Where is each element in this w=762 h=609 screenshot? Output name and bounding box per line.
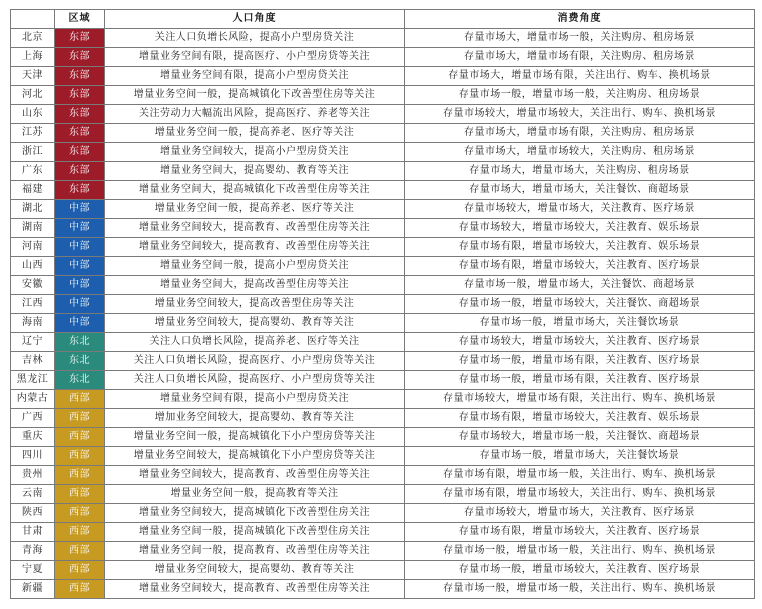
consumption-cell: 存量市场有限，增量市场一般，关注出行、购车、换机场景 xyxy=(405,466,755,485)
header-consumption: 消费角度 xyxy=(405,10,755,29)
region-cell: 西部 xyxy=(55,561,105,580)
table-row xyxy=(11,580,755,599)
consumption-cell: 存量市场较大，增量市场大，关注教育、医疗场景 xyxy=(405,200,755,219)
region-cell: 西部 xyxy=(55,428,105,447)
table-row xyxy=(11,29,755,48)
province-cell: 四川 xyxy=(11,447,55,466)
region-cell: 西部 xyxy=(55,409,105,428)
consumption-cell: 存量市场一般，增量市场大，关注餐饮场景 xyxy=(405,314,755,333)
region-cell: 东部 xyxy=(55,181,105,200)
region-cell: 东北 xyxy=(55,352,105,371)
region-cell: 东部 xyxy=(55,86,105,105)
consumption-cell: 存量市场有限，增量市场较大，关注教育、医疗场景 xyxy=(405,257,755,276)
population-cell: 增量业务空间一般，提高城镇化下改善型住房等关注 xyxy=(105,86,405,105)
population-cell: 关注劳动力大幅流出风险，提高医疗、养老等关注 xyxy=(105,105,405,124)
province-cell: 河南 xyxy=(11,238,55,257)
province-cell: 宁夏 xyxy=(11,561,55,580)
province-cell: 吉林 xyxy=(11,352,55,371)
population-cell: 增量业务空间较大，提高城镇化下改善型住房关注 xyxy=(105,504,405,523)
table-row xyxy=(11,409,755,428)
population-cell: 增量业务空间一般，提高养老、医疗等关注 xyxy=(105,200,405,219)
region-cell: 中部 xyxy=(55,219,105,238)
table-row xyxy=(11,466,755,485)
province-cell: 广西 xyxy=(11,409,55,428)
province-cell: 海南 xyxy=(11,314,55,333)
table-row xyxy=(11,333,755,352)
population-cell: 增量业务空间有限，提高小户型房贷关注 xyxy=(105,67,405,86)
region-cell: 西部 xyxy=(55,523,105,542)
consumption-cell: 存量市场有限，增量市场较大，关注教育、娱乐场景 xyxy=(405,409,755,428)
table-row xyxy=(11,504,755,523)
table-body xyxy=(11,29,755,599)
population-cell: 关注人口负增长风险，提高医疗、小户型房贷等关注 xyxy=(105,371,405,390)
region-cell: 中部 xyxy=(55,200,105,219)
province-cell: 安徽 xyxy=(11,276,55,295)
consumption-cell: 存量市场一般，增量市场较大，关注教育、医疗场景 xyxy=(405,561,755,580)
consumption-cell: 存量市场较大，增量市场较大，关注教育、医疗场景 xyxy=(405,333,755,352)
region-cell: 东部 xyxy=(55,124,105,143)
province-cell: 福建 xyxy=(11,181,55,200)
population-cell: 增量业务空间一般，提高小户型房贷关注 xyxy=(105,257,405,276)
table-row xyxy=(11,314,755,333)
population-cell: 增量业务空间较大，提高教育、改善型住房等关注 xyxy=(105,466,405,485)
population-cell: 增量业务空间有限，提高小户型房贷关注 xyxy=(105,390,405,409)
population-cell: 增量业务空间较大，提高教育、改善型住房等关注 xyxy=(105,580,405,599)
consumption-cell: 存量市场大，增量市场较大，关注购房、租房场景 xyxy=(405,143,755,162)
population-cell: 增量业务空间一般，提高养老、医疗等关注 xyxy=(105,124,405,143)
population-cell: 增量业务空间一般，提高城镇化下小户型房贷等关注 xyxy=(105,428,405,447)
province-strategy-table xyxy=(10,9,755,599)
province-cell: 山东 xyxy=(11,105,55,124)
consumption-cell: 存量市场一般，增量市场大，关注餐饮、商超场景 xyxy=(405,276,755,295)
region-cell: 东部 xyxy=(55,29,105,48)
population-cell: 增量业务空间较大，提高城镇化下小户型房贷等关注 xyxy=(105,447,405,466)
region-cell: 西部 xyxy=(55,542,105,561)
province-cell: 广东 xyxy=(11,162,55,181)
table-row xyxy=(11,48,755,67)
consumption-cell: 存量市场大，增量市场有限，关注购房、租房场景 xyxy=(405,48,755,67)
table-row xyxy=(11,238,755,257)
province-cell: 黑龙江 xyxy=(11,371,55,390)
province-cell: 内蒙古 xyxy=(11,390,55,409)
consumption-cell: 存量市场较大，增量市场较大，关注出行、购车、换机场景 xyxy=(405,105,755,124)
table-row xyxy=(11,67,755,86)
table-row xyxy=(11,86,755,105)
consumption-cell: 存量市场大，增量市场有限，关注出行、购车、换机场景 xyxy=(405,67,755,86)
table-row xyxy=(11,295,755,314)
population-cell: 增量业务空间较大，提高改善型住房等关注 xyxy=(105,295,405,314)
table-row xyxy=(11,162,755,181)
province-cell: 河北 xyxy=(11,86,55,105)
consumption-cell: 存量市场较大，增量市场一般，关注餐饮、商超场景 xyxy=(405,428,755,447)
population-cell: 关注人口负增长风险，提高养老、医疗等关注 xyxy=(105,333,405,352)
consumption-cell: 存量市场大，增量市场大，关注餐饮、商超场景 xyxy=(405,181,755,200)
consumption-cell: 存量市场大，增量市场一般，关注购房、租房场景 xyxy=(405,29,755,48)
table-row xyxy=(11,371,755,390)
region-cell: 中部 xyxy=(55,314,105,333)
table-row xyxy=(11,143,755,162)
province-cell: 江苏 xyxy=(11,124,55,143)
region-cell: 中部 xyxy=(55,238,105,257)
table-row xyxy=(11,105,755,124)
province-cell: 江西 xyxy=(11,295,55,314)
table-row xyxy=(11,276,755,295)
region-cell: 西部 xyxy=(55,390,105,409)
table-row xyxy=(11,428,755,447)
header-province xyxy=(11,10,55,29)
region-cell: 中部 xyxy=(55,276,105,295)
population-cell: 增量业务空间较大，提高教育、改善型住房等关注 xyxy=(105,238,405,257)
region-cell: 东北 xyxy=(55,371,105,390)
consumption-cell: 存量市场一般，增量市场大，关注餐饮场景 xyxy=(405,447,755,466)
table-row xyxy=(11,447,755,466)
consumption-cell: 存量市场大，增量市场有限，关注购房、租房场景 xyxy=(405,124,755,143)
province-cell: 上海 xyxy=(11,48,55,67)
consumption-cell: 存量市场有限，增量市场较大，关注教育、医疗场景 xyxy=(405,523,755,542)
province-cell: 湖南 xyxy=(11,219,55,238)
consumption-cell: 存量市场一般，增量市场有限，关注教育、医疗场景 xyxy=(405,352,755,371)
table-row xyxy=(11,219,755,238)
population-cell: 增量业务空间较大，提高小户型房贷关注 xyxy=(105,143,405,162)
population-cell: 增量业务空间一般，提高教育、改善型住房等关注 xyxy=(105,542,405,561)
table-row xyxy=(11,352,755,371)
region-cell: 东部 xyxy=(55,143,105,162)
consumption-cell: 存量市场较大，增量市场大，关注教育、医疗场景 xyxy=(405,504,755,523)
region-cell: 中部 xyxy=(55,295,105,314)
province-cell: 北京 xyxy=(11,29,55,48)
population-cell: 关注人口负增长风险，提高小户型房贷关注 xyxy=(105,29,405,48)
region-cell: 东部 xyxy=(55,67,105,86)
table-row xyxy=(11,390,755,409)
province-cell: 辽宁 xyxy=(11,333,55,352)
region-cell: 东部 xyxy=(55,105,105,124)
header-population: 人口角度 xyxy=(105,10,405,29)
table-row xyxy=(11,561,755,580)
table-row xyxy=(11,523,755,542)
table-header-row xyxy=(11,10,755,29)
table-row xyxy=(11,200,755,219)
consumption-cell: 存量市场有限，增量市场较大，关注出行、购车、换机场景 xyxy=(405,485,755,504)
table-row xyxy=(11,124,755,143)
population-cell: 增量业务空间大，提高婴幼、教育等关注 xyxy=(105,162,405,181)
consumption-cell: 存量市场一般，增量市场一般，关注出行、购车、换机场景 xyxy=(405,580,755,599)
consumption-cell: 存量市场较大，增量市场有限，关注出行、购车、换机场景 xyxy=(405,390,755,409)
province-cell: 陕西 xyxy=(11,504,55,523)
region-cell: 东部 xyxy=(55,162,105,181)
province-cell: 青海 xyxy=(11,542,55,561)
province-cell: 甘肃 xyxy=(11,523,55,542)
province-cell: 浙江 xyxy=(11,143,55,162)
table-row xyxy=(11,542,755,561)
table-row xyxy=(11,181,755,200)
region-cell: 西部 xyxy=(55,485,105,504)
consumption-cell: 存量市场一般，增量市场较大，关注餐饮、商超场景 xyxy=(405,295,755,314)
table-row xyxy=(11,485,755,504)
population-cell: 关注人口负增长风险，提高医疗、小户型房贷等关注 xyxy=(105,352,405,371)
population-cell: 增量业务空间一般，提高教育等关注 xyxy=(105,485,405,504)
region-cell: 西部 xyxy=(55,466,105,485)
province-cell: 重庆 xyxy=(11,428,55,447)
province-cell: 云南 xyxy=(11,485,55,504)
region-cell: 西部 xyxy=(55,447,105,466)
consumption-cell: 存量市场大，增量市场大，关注购房、租房场景 xyxy=(405,162,755,181)
province-cell: 湖北 xyxy=(11,200,55,219)
population-cell: 增量业务空间较大，提高婴幼、教育等关注 xyxy=(105,314,405,333)
province-cell: 新疆 xyxy=(11,580,55,599)
population-cell: 增量业务空间大，提高城镇化下改善型住房等关注 xyxy=(105,181,405,200)
region-cell: 西部 xyxy=(55,580,105,599)
population-cell: 增加业务空间较大，提高婴幼、教育等关注 xyxy=(105,409,405,428)
consumption-cell: 存量市场一般，增量市场一般，关注购房、租房场景 xyxy=(405,86,755,105)
region-cell: 东北 xyxy=(55,333,105,352)
consumption-cell: 存量市场一般，增量市场一般，关注出行、购车、换机场景 xyxy=(405,542,755,561)
population-cell: 增量业务空间较大，提高婴幼、教育等关注 xyxy=(105,561,405,580)
header-region: 区域 xyxy=(55,10,105,29)
population-cell: 增量业务空间一般，提高城镇化下改善型住房关注 xyxy=(105,523,405,542)
region-cell: 西部 xyxy=(55,504,105,523)
consumption-cell: 存量市场较大，增量市场较大，关注教育、娱乐场景 xyxy=(405,219,755,238)
consumption-cell: 存量市场一般，增量市场有限，关注教育、医疗场景 xyxy=(405,371,755,390)
province-cell: 山西 xyxy=(11,257,55,276)
province-cell: 贵州 xyxy=(11,466,55,485)
province-cell: 天津 xyxy=(11,67,55,86)
population-cell: 增量业务空间有限，提高医疗、小户型房贷等关注 xyxy=(105,48,405,67)
consumption-cell: 存量市场有限，增量市场较大，关注教育、娱乐场景 xyxy=(405,238,755,257)
region-cell: 中部 xyxy=(55,257,105,276)
table-row xyxy=(11,257,755,276)
population-cell: 增量业务空间大，提高改善型住房等关注 xyxy=(105,276,405,295)
population-cell: 增量业务空间较大，提高教育、改善型住房等关注 xyxy=(105,219,405,238)
region-cell: 东部 xyxy=(55,48,105,67)
